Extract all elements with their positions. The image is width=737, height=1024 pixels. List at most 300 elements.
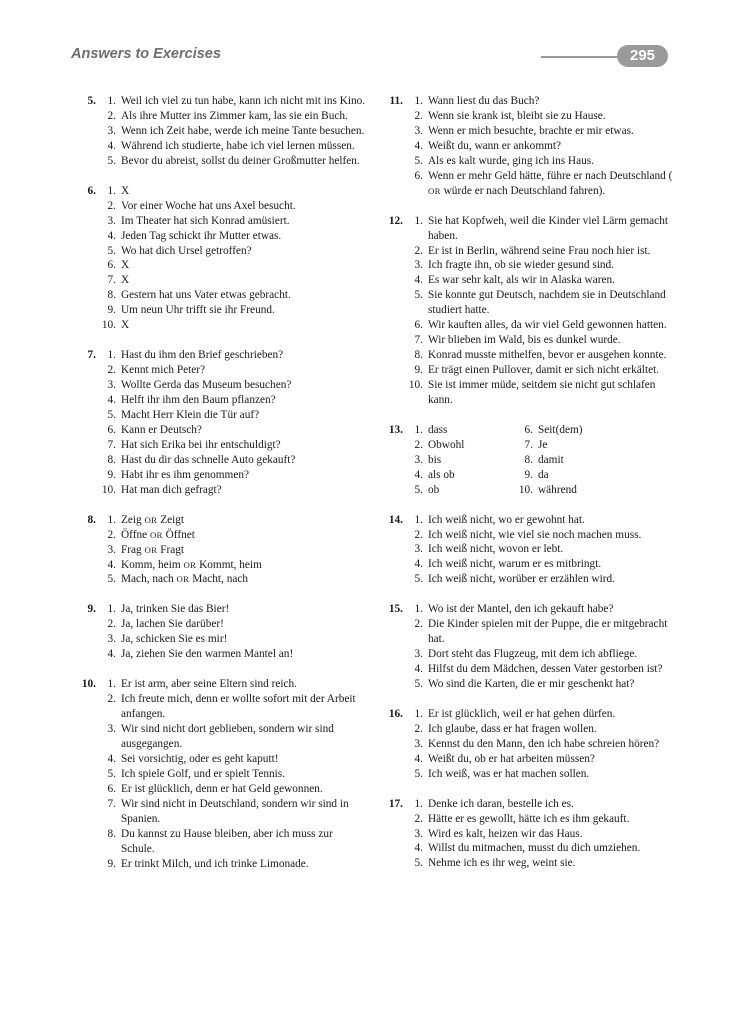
item-text: Wir blieben im Wald, bis es dunkel wurde.: [428, 334, 621, 347]
item-number: 1.: [414, 603, 423, 616]
item-text-part: Macht, nach: [192, 573, 249, 586]
answer-item: [77, 199, 367, 214]
item-text: Wollte Gerda das Museum besuchen?: [121, 379, 292, 392]
item-text: Ich weiß nicht, wo er gewohnt hat.: [428, 513, 585, 526]
answer-grid-cell: [494, 423, 634, 438]
item-number: 5.: [107, 573, 116, 586]
item-number: 2.: [107, 618, 116, 631]
item-number: 4.: [414, 558, 423, 571]
item-number: 9.: [524, 468, 533, 481]
item-text: Willst du mitmachen, musst du dich umziehen.: [428, 842, 641, 855]
item-text: Ich weiß nicht, warum er es mitbringt.: [428, 558, 602, 571]
answer-item: [77, 318, 367, 333]
item-number: 1.: [107, 184, 116, 197]
item-text: Hilfst du dem Mädchen, dessen Vater gestorben ist?: [428, 663, 663, 676]
item-number: 2.: [414, 109, 423, 122]
answer-item: [494, 438, 634, 453]
item-text: Wann liest du das Buch?: [428, 95, 540, 107]
answer-item: [384, 812, 674, 827]
answer-item: [77, 453, 367, 468]
answer-item: [384, 154, 674, 169]
answer-item: [384, 572, 674, 587]
answer-grid-row: [384, 483, 674, 498]
item-number: 9.: [107, 304, 116, 317]
answer-grid-cell: [494, 438, 634, 453]
item-number: 3.: [107, 722, 116, 735]
item-text: Ja, ziehen Sie den warmen Mantel an!: [121, 648, 294, 661]
item-number: 5.: [107, 767, 116, 780]
answer-item: [384, 827, 674, 842]
item-text: Ich glaube, dass er hat fragen wollen.: [428, 722, 597, 735]
answer-item: [77, 513, 367, 528]
exercise-block: [384, 602, 674, 692]
item-text: Hat sich Erika bei ihr entschuldigt?: [121, 438, 281, 451]
item-text: X: [121, 259, 130, 272]
item-text: [121, 572, 367, 587]
answer-item: [77, 617, 367, 632]
item-text: Obwohl: [428, 438, 465, 451]
answer-item: [384, 647, 674, 662]
item-text: Ich weiß nicht, wie viel sie noch machen muss.: [428, 528, 642, 541]
item-text-part: Öffne: [121, 528, 148, 541]
item-text: Dort steht das Flugzeug, mit dem ich abfliege.: [428, 648, 638, 661]
item-number: 4.: [414, 468, 423, 481]
item-text: Während ich studierte, habe ich viel lernen müssen.: [121, 139, 355, 152]
item-text: Macht Herr Klein die Tür auf?: [121, 408, 260, 421]
answer-item: [77, 767, 367, 782]
item-text: Als ihre Mutter ins Zimmer kam, las sie ein Buch.: [121, 109, 348, 122]
item-text: X: [121, 184, 130, 197]
item-number: 1.: [107, 349, 116, 362]
answer-item: [494, 453, 634, 468]
item-number: 9.: [107, 468, 116, 481]
item-number: 1.: [107, 95, 116, 107]
item-number: 6.: [107, 423, 116, 436]
item-number: 4.: [414, 274, 423, 287]
item-number: 4.: [414, 842, 423, 855]
answer-item: [384, 707, 674, 722]
answer-item: [494, 468, 634, 483]
item-number: 3.: [107, 633, 116, 646]
item-text-part: Wenn er mehr Geld hätte, führe er nach Deutschland (: [428, 169, 673, 182]
item-text: Vor einer Woche hat uns Axel besucht.: [121, 199, 296, 212]
answer-item: [384, 348, 674, 363]
item-number: 10.: [101, 319, 116, 332]
answer-item: [77, 273, 367, 288]
item-number: 3.: [107, 543, 116, 556]
answer-item: [77, 378, 367, 393]
answer-item: [384, 767, 674, 782]
item-number: 7.: [107, 274, 116, 287]
item-text: Du kannst zu Hause bleiben, aber ich muss zur Schule.: [121, 827, 333, 855]
item-number: 2.: [414, 722, 423, 735]
answer-item: [384, 737, 674, 752]
item-text: Hast du ihm den Brief geschrieben?: [121, 349, 284, 362]
answer-grid-row: [384, 468, 674, 483]
item-number: 10.: [101, 483, 116, 496]
item-number: 1.: [414, 423, 423, 436]
item-text: Wo ist der Mantel, den ich gekauft habe?: [428, 603, 614, 616]
answer-item: [77, 258, 367, 273]
item-text: Wo hat dich Ursel getroffen?: [121, 244, 252, 257]
answer-item: [384, 557, 674, 572]
answer-item: [384, 841, 674, 856]
answer-item: [384, 677, 674, 692]
small-caps-or: OR: [183, 559, 197, 570]
item-number: 4.: [107, 139, 116, 152]
item-number: 3.: [414, 827, 423, 840]
item-text: Ich weiß nicht, worüber er erzählen wird.: [428, 573, 615, 586]
item-text: Seit(dem): [538, 423, 583, 436]
page-header: [0, 0, 737, 80]
item-text: Die Kinder spielen mit der Puppe, die er mitgebracht hat.: [428, 618, 668, 646]
item-number: 2.: [107, 364, 116, 377]
item-number: 3.: [107, 124, 116, 137]
item-text: Er ist glücklich, denn er hat Geld gewonnen.: [121, 782, 323, 795]
exercise-block: [384, 94, 674, 199]
answer-item: [77, 124, 367, 139]
answer-item: [384, 722, 674, 737]
answer-item: [384, 94, 674, 109]
small-caps-or: OR: [176, 574, 190, 585]
answer-item: [384, 333, 674, 348]
item-text: Kennt mich Peter?: [121, 364, 206, 377]
item-number: 4.: [414, 663, 423, 676]
answer-item: [77, 632, 367, 647]
item-number: 5.: [107, 408, 116, 421]
answer-item: [384, 318, 674, 333]
right-column: [384, 94, 674, 886]
item-number: 9.: [107, 857, 116, 870]
item-text: Wo sind die Karten, die er mir geschenkt hat?: [428, 678, 635, 691]
item-number: 4.: [107, 394, 116, 407]
item-text-part: Mach, nach: [121, 573, 174, 586]
item-text: dass: [428, 423, 448, 436]
item-text: Er trinkt Milch, und ich trinke Limonade.: [121, 857, 309, 870]
item-text: Wird es kalt, heizen wir das Haus.: [428, 827, 583, 840]
answer-grid-cell: [494, 453, 634, 468]
item-number: 3.: [414, 124, 423, 137]
item-number: 3.: [414, 648, 423, 661]
answer-item: [77, 229, 367, 244]
item-text: Wir sind nicht in Deutschland, sondern wir sind in Spanien.: [121, 797, 349, 825]
item-number: 2.: [107, 528, 116, 541]
item-number: 1.: [107, 603, 116, 616]
item-text: Er ist in Berlin, während seine Frau noch hier ist.: [428, 244, 651, 257]
item-text: Wenn sie krank ist, bleibt sie zu Hause.: [428, 109, 606, 122]
item-text: Weißt du, ob er hat arbeiten müssen?: [428, 752, 595, 765]
item-text: Kann er Deutsch?: [121, 423, 202, 436]
item-text-part: Fragt: [160, 543, 185, 556]
answer-item: [384, 617, 674, 647]
answer-item: [77, 782, 367, 797]
answer-item: [77, 363, 367, 378]
exercise-number: 12.: [388, 214, 403, 227]
item-number: 4.: [107, 229, 116, 242]
answer-item: [384, 244, 674, 259]
answer-item: [77, 572, 367, 587]
answer-item: [384, 169, 674, 199]
exercise-block: [77, 348, 367, 498]
item-number: 6.: [524, 423, 533, 436]
item-number: 8.: [524, 453, 533, 466]
item-text: Er ist glücklich, weil er hat gehen dürfen.: [428, 707, 616, 720]
exercise-number: 11.: [389, 95, 403, 107]
small-caps-or: OR: [428, 185, 441, 196]
exercise-block: [77, 184, 367, 334]
item-number: 2.: [414, 528, 423, 541]
item-text: Hätte er es gewollt, hätte ich es ihm gekauft.: [428, 812, 630, 825]
exercise-number: 7.: [87, 349, 96, 362]
answer-item: [384, 662, 674, 677]
item-text: Es war sehr kalt, als wir in Alaska waren.: [428, 274, 615, 287]
item-number: 7.: [107, 797, 116, 810]
answer-item: [77, 154, 367, 169]
item-number: 8.: [414, 349, 423, 362]
answer-item: [384, 288, 674, 318]
answer-item: [77, 468, 367, 483]
answer-item: [77, 139, 367, 154]
exercise-number: 13.: [388, 423, 403, 436]
item-number: 4.: [107, 558, 116, 571]
item-text: da: [538, 468, 549, 481]
answer-item: [384, 363, 674, 378]
left-column: [77, 94, 367, 886]
answer-item: [77, 184, 367, 199]
item-text-part: Öffnet: [165, 528, 195, 541]
exercise-number: 6.: [87, 184, 96, 197]
item-number: 3.: [414, 453, 423, 466]
item-number: 3.: [414, 737, 423, 750]
item-number: 5.: [107, 244, 116, 257]
item-number: 5.: [414, 154, 423, 167]
item-text-part: Frag: [121, 543, 142, 556]
item-text: Habt ihr es ihm genommen?: [121, 468, 250, 481]
item-text: [121, 543, 367, 558]
item-text: Ich weiß, was er hat machen sollen.: [428, 767, 590, 780]
item-text: Bevor du abreist, sollst du deiner Großmutter helfen.: [121, 154, 360, 167]
item-text: Kennst du den Mann, den ich habe schreien hören?: [428, 737, 660, 750]
answer-item: [384, 273, 674, 288]
exercise-number: 14.: [388, 513, 403, 526]
item-number: 9.: [414, 364, 423, 377]
answer-item: [77, 857, 367, 872]
item-number: 5.: [414, 678, 423, 691]
item-text: Hast du dir das schnelle Auto gekauft?: [121, 453, 296, 466]
item-number: 1.: [414, 797, 423, 810]
answer-item: [77, 438, 367, 453]
answer-item: [77, 827, 367, 857]
item-text: Gestern hat uns Vater etwas gebracht.: [121, 289, 291, 302]
item-number: 1.: [107, 678, 116, 691]
item-text: Um neun Uhr trifft sie ihr Freund.: [121, 304, 275, 317]
item-text: Wenn ich Zeit habe, werde ich meine Tante besuchen.: [121, 124, 365, 137]
item-text: Denke ich daran, bestelle ich es.: [428, 797, 574, 810]
item-text: Sie konnte gut Deutsch, nachdem sie in Deutschland studiert hatte.: [428, 289, 666, 317]
item-number: 6.: [107, 782, 116, 795]
answer-item: [77, 752, 367, 767]
item-text: Wenn er mich besuchte, brachte er mir etwas.: [428, 124, 634, 137]
item-text: Er ist arm, aber seine Eltern sind reich.: [121, 678, 297, 691]
answer-item: [77, 677, 367, 692]
exercise-block: [384, 214, 674, 408]
item-text: Weil ich viel zu tun habe, kann ich nicht mit ins Kino.: [121, 95, 366, 107]
item-number: 4.: [107, 752, 116, 765]
answer-item: [77, 408, 367, 423]
exercise-number: 8.: [87, 513, 96, 526]
answer-item: [77, 647, 367, 662]
answer-item: [384, 109, 674, 124]
answer-item: [494, 423, 634, 438]
item-number: 8.: [107, 289, 116, 302]
exercise-number: 17.: [388, 797, 403, 810]
exercise-number: 9.: [87, 603, 96, 616]
item-number: 10.: [408, 379, 423, 392]
item-number: 2.: [107, 693, 116, 706]
exercise-block: [77, 513, 367, 588]
item-number: 4.: [107, 648, 116, 661]
answer-item: [77, 528, 367, 543]
exercise-block: [77, 94, 367, 169]
answer-item: [77, 94, 367, 109]
item-text: Je: [538, 438, 548, 451]
item-text: X: [121, 319, 130, 332]
answer-item: [77, 602, 367, 617]
item-text: Helft ihr ihm den Baum pflanzen?: [121, 394, 276, 407]
item-number: 8.: [107, 453, 116, 466]
item-number: 10.: [518, 483, 533, 496]
item-number: 7.: [524, 438, 533, 451]
item-number: 5.: [414, 483, 423, 496]
item-text: Nehme ich es ihr weg, weint sie.: [428, 857, 576, 870]
answer-item: [77, 393, 367, 408]
item-text: bis: [428, 453, 442, 466]
answer-item: [77, 109, 367, 124]
small-caps-or: OR: [144, 544, 158, 555]
item-number: 5.: [414, 767, 423, 780]
item-number: 1.: [414, 214, 423, 227]
item-text: [428, 169, 674, 199]
item-text: Wir sind nicht dort geblieben, sondern wir sind ausgegangen.: [121, 722, 334, 750]
answer-item: [77, 692, 367, 722]
item-number: 5.: [414, 289, 423, 302]
item-number: 1.: [414, 95, 423, 107]
answer-item: [77, 797, 367, 827]
item-text: ob: [428, 483, 440, 496]
answer-item: [77, 214, 367, 229]
answer-item: [77, 348, 367, 363]
item-number: 5.: [414, 573, 423, 586]
exercise-block: [384, 707, 674, 782]
item-text-part: Zeig: [121, 513, 142, 526]
answer-item: [384, 602, 674, 617]
answer-item: [77, 483, 367, 498]
exercise-block: [77, 677, 367, 871]
item-text: als ob: [428, 468, 455, 481]
item-number: 7.: [107, 438, 116, 451]
item-text-part: würde er nach Deutschland fahren).: [440, 184, 606, 197]
item-text: Sei vorsichtig, oder es geht kaputt!: [121, 752, 279, 765]
item-number: 3.: [414, 259, 423, 272]
item-number: 3.: [107, 214, 116, 227]
running-title: Answers to Exercises: [71, 46, 221, 62]
exercise-block: [384, 423, 674, 498]
item-number: 2.: [107, 199, 116, 212]
item-text: Ich freute mich, denn er wollte sofort mit der Arbeit anfangen.: [121, 693, 356, 720]
exercise-number: 15.: [388, 603, 403, 616]
item-text: Ich spiele Golf, und er spielt Tennis.: [121, 767, 286, 780]
item-text: Hat man dich gefragt?: [121, 483, 222, 496]
answer-item: [77, 244, 367, 259]
answer-item: [384, 378, 674, 408]
answer-item: [384, 124, 674, 139]
item-text: Er trägt einen Pullover, damit er sich nicht erkältet.: [428, 364, 660, 377]
item-text: X: [121, 274, 130, 287]
item-text: Ja, lachen Sie darüber!: [121, 618, 224, 631]
exercise-block: [384, 797, 674, 872]
item-number: 5.: [107, 154, 116, 167]
item-number: 2.: [414, 812, 423, 825]
exercise-number: 10.: [81, 678, 96, 691]
answer-item: [494, 483, 634, 498]
item-text: Sie ist immer müde, seitdem sie nicht gut schlafen kann.: [428, 379, 656, 407]
exercise-block: [384, 513, 674, 588]
item-text-part: Kommt, heim: [199, 558, 262, 571]
item-text: Ich fragte ihn, ob sie wieder gesund sind.: [428, 259, 615, 272]
exercise-number: 16.: [388, 707, 403, 720]
answer-item: [77, 722, 367, 752]
item-text: damit: [538, 453, 564, 466]
item-text: Ja, schicken Sie es mir!: [121, 633, 228, 646]
exercise-number: 5.: [87, 95, 96, 107]
answer-item: [384, 542, 674, 557]
small-caps-or: OR: [144, 514, 158, 525]
answer-item: [77, 543, 367, 558]
item-number: 4.: [414, 139, 423, 152]
item-number: 6.: [414, 319, 423, 332]
answer-item: [77, 288, 367, 303]
item-number: 3.: [414, 543, 423, 556]
answer-item: [384, 258, 674, 273]
answer-item: [77, 423, 367, 438]
item-text: Konrad musste mithelfen, bevor er ausgehen konnte.: [428, 349, 667, 362]
page-number-badge: 295: [617, 45, 668, 67]
item-text: Wir kauften alles, da wir viel Geld gewonnen hatten.: [428, 319, 667, 332]
answer-grid-row: [384, 438, 674, 453]
item-number: 2.: [414, 438, 423, 451]
answer-item: [384, 797, 674, 812]
answer-grid-cell: [494, 483, 634, 498]
item-number: 8.: [107, 827, 116, 840]
answer-item: [77, 303, 367, 318]
answer-item: [384, 752, 674, 767]
answer-item: [384, 214, 674, 244]
item-text: Als es kalt wurde, ging ich ins Haus.: [428, 154, 594, 167]
item-text: [121, 513, 367, 528]
item-text: Jeden Tag schickt ihr Mutter etwas.: [121, 229, 282, 242]
answer-item: [384, 528, 674, 543]
answer-item: [77, 558, 367, 573]
item-text-part: Zeigt: [160, 513, 185, 526]
item-number: 7.: [414, 334, 423, 347]
item-text: Ich weiß nicht, wovon er lebt.: [428, 543, 564, 556]
item-text: Ja, trinken Sie das Bier!: [121, 603, 230, 616]
item-number: 1.: [414, 513, 423, 526]
item-number: 5.: [414, 857, 423, 870]
answer-grid-row: [384, 423, 674, 438]
item-number: 1.: [107, 513, 116, 526]
item-number: 1.: [414, 707, 423, 720]
